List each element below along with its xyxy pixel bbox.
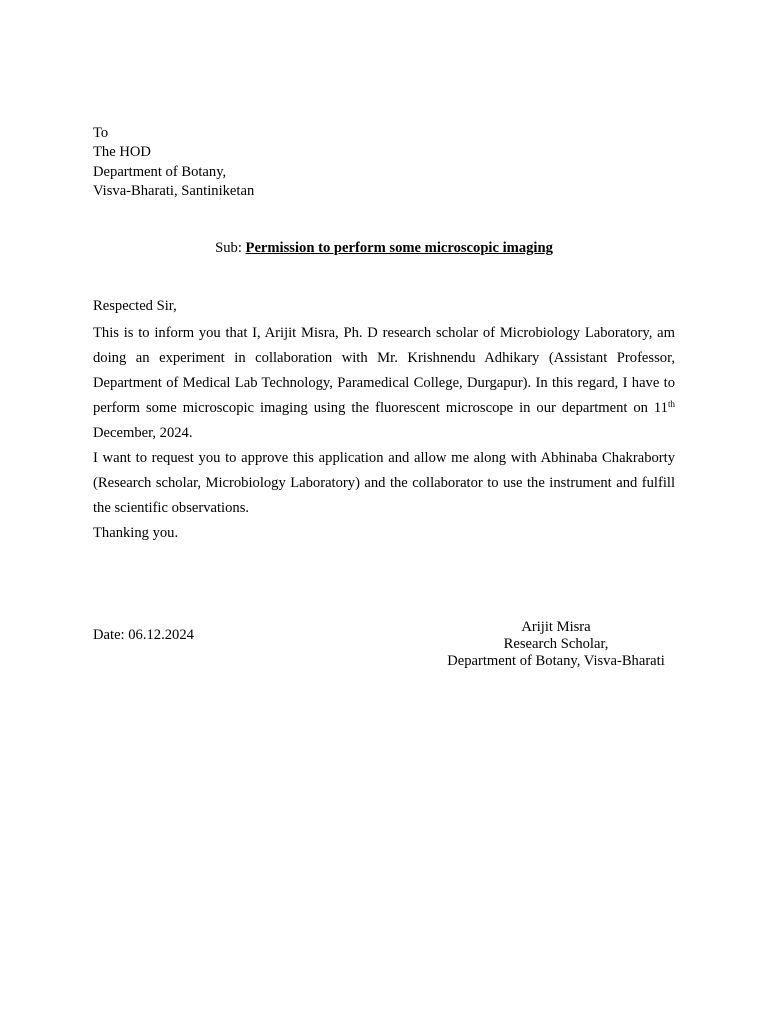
subject-line (0, 240, 768, 257)
recipient-line-department: Department of Botany, (93, 163, 227, 180)
paragraph-1-text: This is to inform you that I, Arijit Misra, Ph. D research scholar of Microbiology Laboratory, am doing an experiment in collaboration with Mr. Krishnendu Adhikary (Assistant Professor, Department of Medical Lab Technology, Paramedical College, Durgapur). In this regard, I have to perform some microscopic imaging using the fluorescent microscope in our department on 11 (93, 325, 675, 416)
recipient-line-to: To (93, 125, 109, 141)
closing-line: Thanking you. (93, 525, 179, 541)
signatory-name: Arijit Misra (521, 619, 591, 635)
signature-block (430, 619, 682, 670)
letter-date: Date: 06.12.2024 (93, 627, 194, 643)
recipient-line-title: The HOD (93, 144, 151, 161)
letter-body (93, 321, 675, 546)
paragraph-1-date-text: December, 2024. (93, 425, 193, 441)
subject-text: Permission to perform some microscopic imaging (245, 240, 553, 256)
ordinal-suffix: th (667, 399, 675, 409)
recipient-line-institution: Visva-Bharati, Santiniketan (93, 182, 255, 199)
body-paragraph-2: I want to request you to approve this application and allow me along with Abhinaba Chakraborty (Research scholar, Microbiology Laboratory) and the collaborator to use the instrument and fulfill the scientific observations. (93, 450, 675, 516)
signatory-department: Department of Botany, Visva-Bharati (447, 653, 665, 669)
salutation: Respected Sir, (93, 298, 177, 314)
recipient-address (93, 124, 254, 201)
subject-prefix: Sub: (215, 240, 246, 256)
signatory-title: Research Scholar, (503, 636, 609, 652)
body-paragraph-1 (93, 321, 675, 446)
